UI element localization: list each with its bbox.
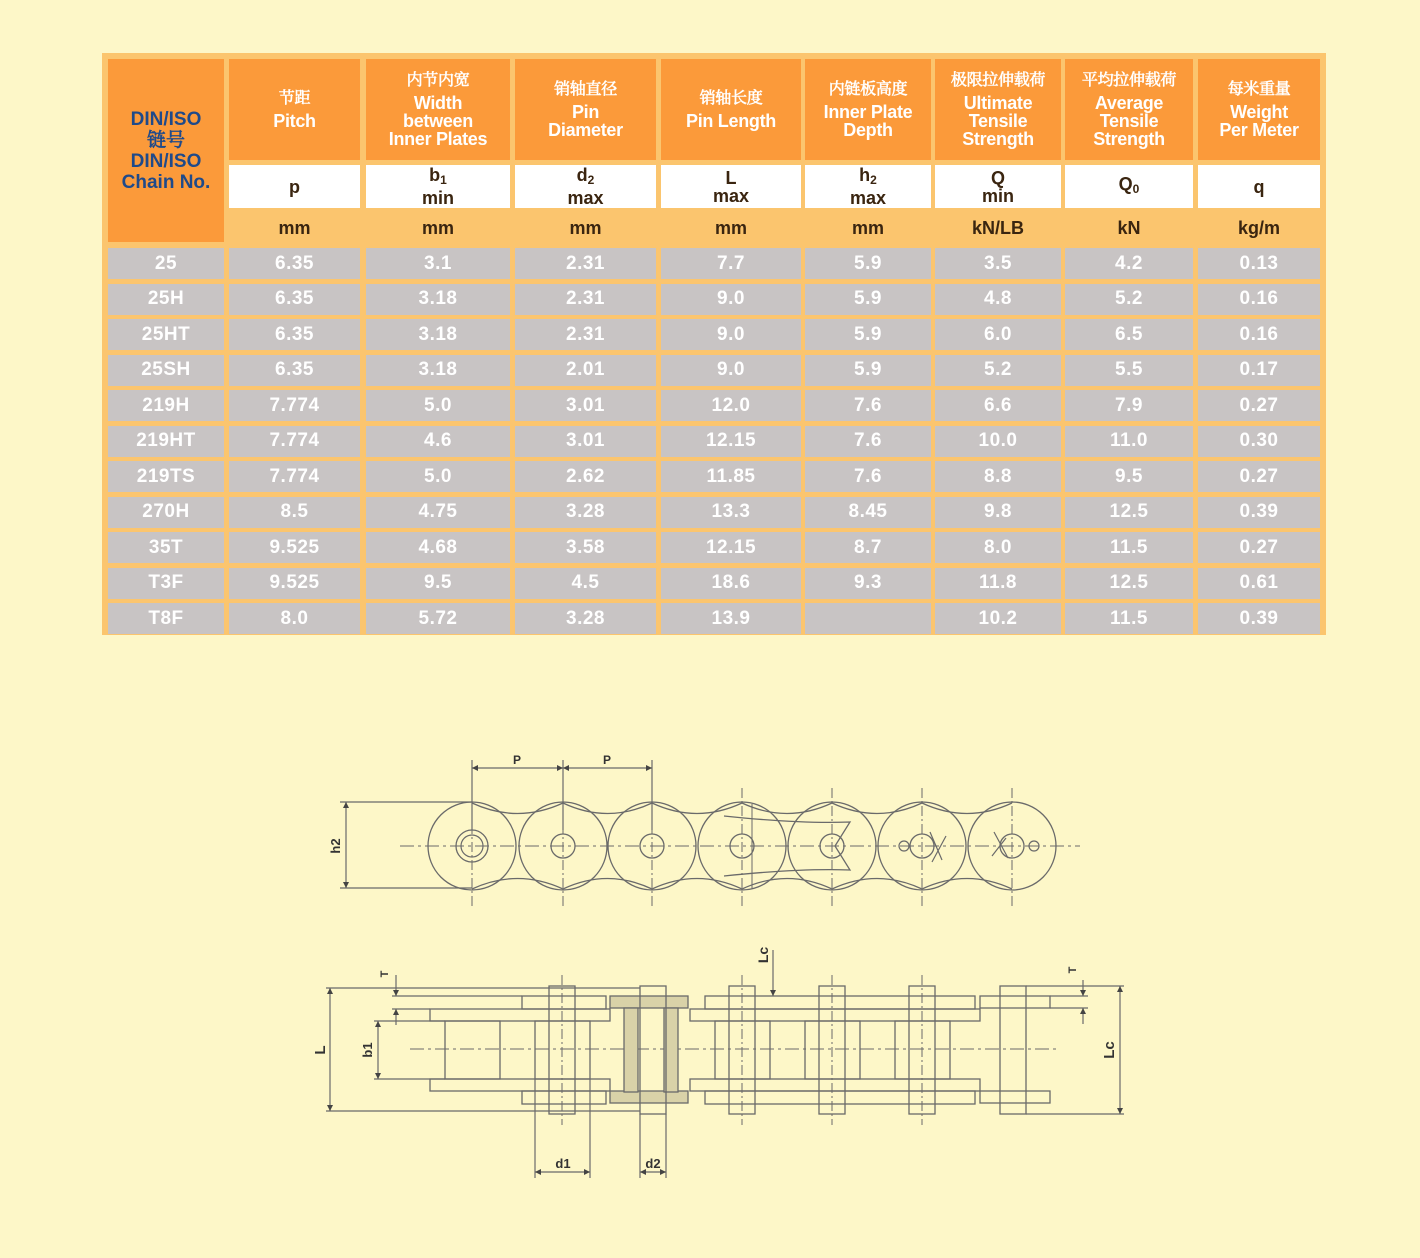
d2-label: d2 — [645, 1156, 661, 1171]
inner-plate — [430, 1009, 610, 1021]
table-cell: 5.9 — [805, 319, 931, 350]
dimension-arrow — [375, 1073, 381, 1079]
column-unit-text: mm — [278, 217, 311, 238]
column-header-en: Strength — [1093, 128, 1165, 149]
table-cell: 12.5 — [1065, 568, 1193, 599]
column-unit-text: kN — [1117, 217, 1141, 238]
table-cell: 3.1 — [366, 248, 510, 279]
table-cell: 8.0 — [229, 603, 360, 634]
table-cell: 6.35 — [229, 319, 360, 350]
table-cell: 3.28 — [515, 603, 656, 634]
table-cell: 10.0 — [935, 426, 1061, 457]
table-cell: 11.0 — [1065, 426, 1193, 457]
column-symbol-qualifier: max — [849, 188, 887, 208]
column-header-en: Diameter — [548, 119, 623, 140]
table-cell: 9.5 — [366, 568, 510, 599]
table-cell: 5.0 — [366, 390, 510, 421]
dimension-arrow — [393, 990, 399, 996]
column-symbol-text: $h_2$ — [859, 165, 877, 187]
chain-no-cell: T3F — [108, 568, 224, 599]
chain-no-cell: 35T — [108, 532, 224, 563]
dimension-arrow — [375, 1021, 381, 1027]
column-symbol-qualifier: max — [712, 185, 750, 206]
table-cell: 4.5 — [515, 568, 656, 599]
inner-plate — [690, 1079, 980, 1091]
table-cell: 6.6 — [935, 390, 1061, 421]
chain-no-cell: 25SH — [108, 355, 224, 386]
table-cell: 3.01 — [515, 426, 656, 457]
Lc-label: Lc — [755, 946, 771, 964]
column-header-en: Width — [413, 92, 463, 113]
table-cell: 5.9 — [805, 248, 931, 279]
chain-no-cell: 25HT — [108, 319, 224, 350]
dimension-arrow — [584, 1169, 590, 1175]
column-symbol-text: $d_2$ — [576, 165, 595, 187]
table-cell: 5.2 — [935, 355, 1061, 386]
dimension-arrow — [343, 802, 349, 808]
column-header-zh: 内节内宽 — [406, 71, 470, 89]
table-cell: 7.774 — [229, 426, 360, 457]
column-unit-text: mm — [851, 217, 884, 238]
d1-label: d1 — [555, 1156, 571, 1171]
dimension-arrow — [660, 1169, 666, 1175]
dimension-arrow — [770, 990, 776, 996]
table-cell: 3.18 — [366, 284, 510, 315]
table-cell: 0.39 — [1198, 497, 1320, 528]
pin — [1000, 986, 1026, 1114]
table-cell: 11.5 — [1065, 603, 1193, 634]
column-header-en: Depth — [843, 119, 893, 140]
table-cell: 7.6 — [805, 426, 931, 457]
table-cell: 0.13 — [1198, 248, 1320, 279]
column-header-en: Weight — [1230, 101, 1288, 122]
pitch-label: P — [602, 753, 612, 767]
dimension-arrow — [1080, 1008, 1086, 1014]
table-cell: 0.16 — [1198, 319, 1320, 350]
table-cell: 6.35 — [229, 284, 360, 315]
table-cell: 2.31 — [515, 248, 656, 279]
connecting-plate-side — [624, 1008, 638, 1092]
column-header-en: Pitch — [273, 110, 316, 131]
column-symbol-text: q — [1253, 176, 1265, 197]
roller — [445, 1021, 500, 1079]
table-cell: 0.39 — [1198, 603, 1320, 634]
table-cell: 5.72 — [366, 603, 510, 634]
column-symbol-text: p — [289, 176, 300, 197]
outer-plate — [980, 1091, 1050, 1103]
table-cell: 3.5 — [935, 248, 1061, 279]
dimension-arrow — [646, 765, 652, 771]
dimension-arrow — [1117, 986, 1123, 992]
table-cell: 7.7 — [661, 248, 801, 279]
dimension-arrow — [563, 765, 569, 771]
chain-no-cell: 25 — [108, 248, 224, 279]
column-header-en: Average — [1094, 92, 1164, 113]
column-header-zh: 极限拉伸载荷 — [950, 71, 1046, 89]
table-cell: 4.2 — [1065, 248, 1193, 279]
column-header-zh: 平均拉伸载荷 — [1081, 71, 1177, 89]
chain-no-cell: 25H — [108, 284, 224, 315]
table-cell: 11.8 — [935, 568, 1061, 599]
column-header-en: Pin Length — [686, 110, 776, 131]
table-cell: 5.2 — [1065, 284, 1193, 315]
column-header-en: Inner Plate — [823, 101, 913, 122]
b1-label: b1 — [360, 1042, 375, 1058]
table-cell: 0.27 — [1198, 390, 1320, 421]
dimension-arrow — [327, 988, 333, 994]
table-cell: 2.31 — [515, 319, 656, 350]
outer-plate — [522, 996, 606, 1009]
T-label: T — [1067, 966, 1079, 974]
outer-plate — [980, 996, 1050, 1008]
chain-no-header-line: DIN/ISO — [130, 150, 202, 172]
column-symbol-qualifier: min — [421, 188, 454, 208]
inner-plate — [430, 1079, 610, 1091]
table-cell: 9.525 — [229, 568, 360, 599]
table-cell: 9.0 — [661, 284, 801, 315]
column-header-en: Pin — [571, 101, 600, 122]
Lc-label: Lc — [1101, 1041, 1118, 1059]
chain-no-header-line: DIN/ISO — [130, 108, 202, 130]
table-cell: 8.7 — [805, 532, 931, 563]
T-label: T — [379, 970, 391, 978]
table-cell: 5.9 — [805, 284, 931, 315]
table-cell: 9.525 — [229, 532, 360, 563]
table-cell: 0.16 — [1198, 284, 1320, 315]
table-cell: 3.18 — [366, 355, 510, 386]
table-cell: 6.5 — [1065, 319, 1193, 350]
column-symbol-qualifier: max — [567, 188, 604, 208]
column-header-en: Strength — [962, 128, 1034, 149]
column-unit-text: mm — [569, 217, 602, 238]
table-cell: 7.774 — [229, 461, 360, 492]
table-cell: 5.5 — [1065, 355, 1193, 386]
column-header-zh: 销轴直径 — [554, 80, 617, 98]
table-cell: 12.15 — [661, 532, 801, 563]
table-cell: 3.28 — [515, 497, 656, 528]
table-cell: 6.35 — [229, 355, 360, 386]
column-unit-text: mm — [714, 217, 747, 238]
table-cell: 3.58 — [515, 532, 656, 563]
table-cell: 12.15 — [661, 426, 801, 457]
chain-no-cell: 219H — [108, 390, 224, 421]
table-cell: 9.5 — [1065, 461, 1193, 492]
dimension-arrow — [1080, 990, 1086, 996]
table-cell: 2.62 — [515, 461, 656, 492]
chain-no-header-line: Chain No. — [121, 171, 211, 193]
table-cell: 9.0 — [661, 319, 801, 350]
column-header-en: Inner Plates — [388, 128, 488, 149]
dimension-arrow — [343, 882, 349, 888]
table-cell: 4.6 — [366, 426, 510, 457]
table-cell: 7.774 — [229, 390, 360, 421]
column-symbol-text: Q — [990, 167, 1005, 188]
inner-plate — [690, 1009, 980, 1021]
column-symbol-qualifier: min — [981, 185, 1014, 206]
column-header-en: Tensile — [968, 110, 1028, 131]
table-cell: 13.9 — [661, 603, 801, 634]
table-cell: 0.27 — [1198, 461, 1320, 492]
chain-no-cell: 219TS — [108, 461, 224, 492]
table-cell: 6.35 — [229, 248, 360, 279]
column-header-en: Tensile — [1099, 110, 1159, 131]
table-cell: 5.0 — [366, 461, 510, 492]
table-cell: 6.0 — [935, 319, 1061, 350]
dimension-arrow — [557, 765, 563, 771]
chain-no-cell: 219HT — [108, 426, 224, 457]
table-cell: 0.61 — [1198, 568, 1320, 599]
pitch-label: P — [512, 753, 522, 767]
table-cell: 12.5 — [1065, 497, 1193, 528]
dimension-arrow — [393, 1009, 399, 1015]
column-header-zh: 节距 — [278, 89, 311, 107]
table-cell: 8.45 — [805, 497, 931, 528]
table-cell: 0.27 — [1198, 532, 1320, 563]
connecting-plate — [610, 996, 688, 1008]
table-cell: 7.6 — [805, 390, 931, 421]
table-cell: 7.6 — [805, 461, 931, 492]
chain-no-cell: T8F — [108, 603, 224, 634]
table-cell: 4.8 — [935, 284, 1061, 315]
table-cell: 8.0 — [935, 532, 1061, 563]
column-header-zh: 每米重量 — [1227, 80, 1291, 98]
table-cell: 11.85 — [661, 461, 801, 492]
table-cell: 7.9 — [1065, 390, 1193, 421]
column-header-zh: 内链板高度 — [828, 80, 908, 98]
table-cell: 0.17 — [1198, 355, 1320, 386]
L-label: L — [312, 1045, 329, 1055]
table-cell: 8.5 — [229, 497, 360, 528]
table-cell: 3.01 — [515, 390, 656, 421]
h2-label: h2 — [328, 838, 343, 854]
table-cell: 2.31 — [515, 284, 656, 315]
dimension-arrow — [535, 1169, 541, 1175]
chain-no-cell: 270H — [108, 497, 224, 528]
table-cell: 4.68 — [366, 532, 510, 563]
column-header-en: between — [403, 110, 473, 131]
column-unit-text: mm — [421, 217, 454, 238]
table-cell: 4.75 — [366, 497, 510, 528]
table-cell: 12.0 — [661, 390, 801, 421]
column-symbol-text: $Q_0$ — [1118, 174, 1140, 196]
column-header-en: Ultimate — [963, 92, 1033, 113]
table-cell: 5.9 — [805, 355, 931, 386]
dimension-arrow — [1117, 1108, 1123, 1114]
cotter-mark — [930, 832, 946, 862]
dimension-arrow — [327, 1105, 333, 1111]
table-cell: 9.8 — [935, 497, 1061, 528]
column-unit-text: kg/m — [1237, 217, 1280, 238]
table-cell: 0.30 — [1198, 426, 1320, 457]
table-cell: 13.3 — [661, 497, 801, 528]
table-cell: 18.6 — [661, 568, 801, 599]
dimension-arrow — [472, 765, 478, 771]
table-cell: 9.3 — [805, 568, 931, 599]
table-cell: 11.5 — [1065, 532, 1193, 563]
connecting-plate — [610, 1091, 688, 1103]
chain-no-header-line: 链号 — [146, 129, 185, 151]
table-cell: 9.0 — [661, 355, 801, 386]
table-cell: 8.8 — [935, 461, 1061, 492]
table-cell: 3.18 — [366, 319, 510, 350]
table-cell: 2.01 — [515, 355, 656, 386]
column-header-en: Per Meter — [1219, 119, 1299, 140]
column-symbol-text: L — [725, 167, 737, 188]
column-header-zh: 销轴长度 — [699, 89, 763, 107]
column-symbol-text: $b_1$ — [429, 165, 447, 187]
column-unit-text: kN/LB — [971, 217, 1024, 238]
table-cell: 10.2 — [935, 603, 1061, 634]
